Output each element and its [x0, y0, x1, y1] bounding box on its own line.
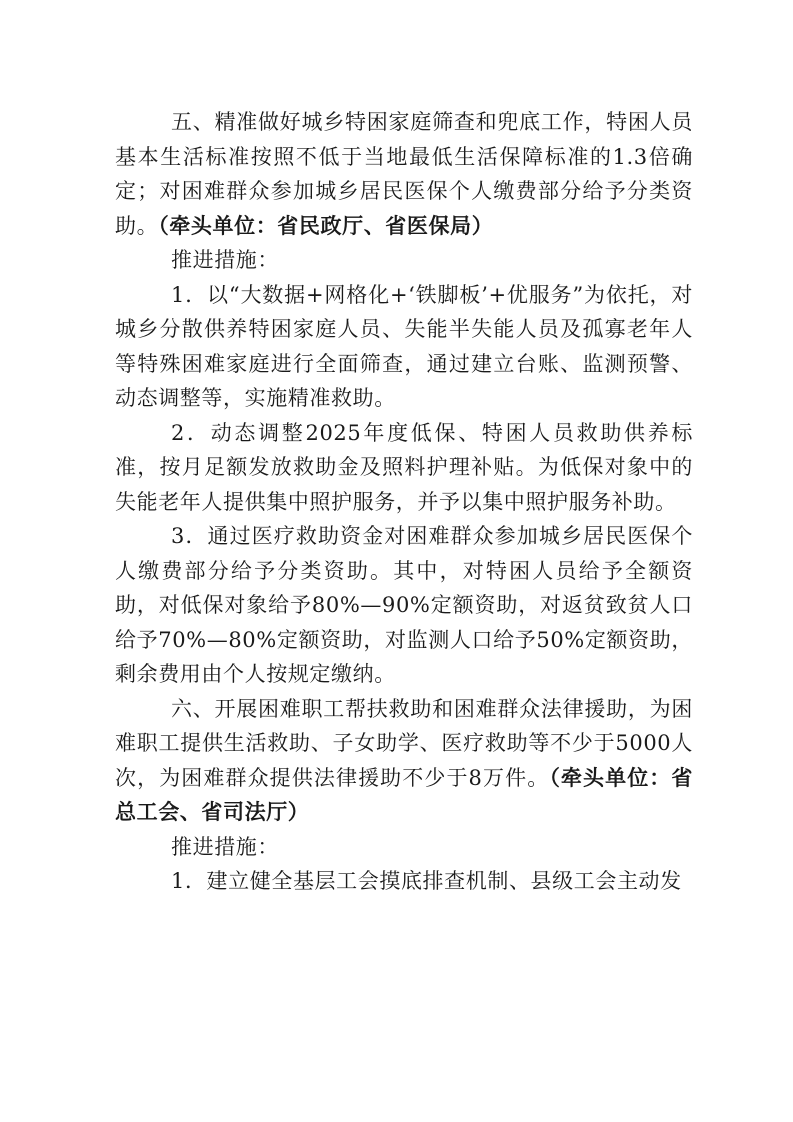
lead-unit-note: （牵头单位：省总工会、省司法厅）	[115, 764, 693, 824]
lead-unit-note: （牵头单位：省民政厅、省医保局）	[158, 212, 494, 238]
measure-item-1: 1．以“大数据+网格化+‘铁脚板’+优服务”为依托，对城乡分散供养特困家庭人员、失能半失能人员及孤寡老年人等特殊困难家庭进行全面筛查，通过建立台账、监测预警、动态调整等，实施精准救助。	[115, 282, 693, 410]
measure-item-2: 2．动态调整2025年度低保、特困人员救助供养标准，按月足额发放救助金及照料护理补贴。为低保对象中的失能老年人提供集中照护服务，并予以集中照护服务补助。	[115, 420, 693, 514]
paragraph-text: 六、开展困难职工帮扶救助和困难群众法律援助，为困难职工提供生活救助、子女助学、医疗救助等不少于5000人次，为困难群众提供法律援助不少于8万件。	[115, 696, 693, 790]
measures-heading: 推进措施：	[171, 248, 279, 272]
paragraph-item-six	[115, 692, 693, 830]
paragraph-item-five	[115, 105, 693, 243]
measure-item-3: 3．通过医疗救助资金对困难群众参加城乡居民医保个人缴费部分给予分类资助。其中，对特困人员给予全额资助，对低保对象给予80%—90%定额资助，对返贫致贫人口给予70%—80%定额资助，对监测人口给予50%定额资助，剩余费用由个人按规定缴纳。	[115, 524, 693, 686]
paragraph-text: 五、精准做好城乡特困家庭筛查和兜底工作，特困人员基本生活标准按照不低于当地最低生活保障标准的1.3倍确定；对困难群众参加城乡居民医保个人缴费部分给予分类资助。	[115, 110, 693, 238]
measure-item-1: 1．建立健全基层工会摸底排查机制、县级工会主动发	[171, 869, 682, 893]
measures-heading: 推进措施：	[171, 834, 279, 859]
